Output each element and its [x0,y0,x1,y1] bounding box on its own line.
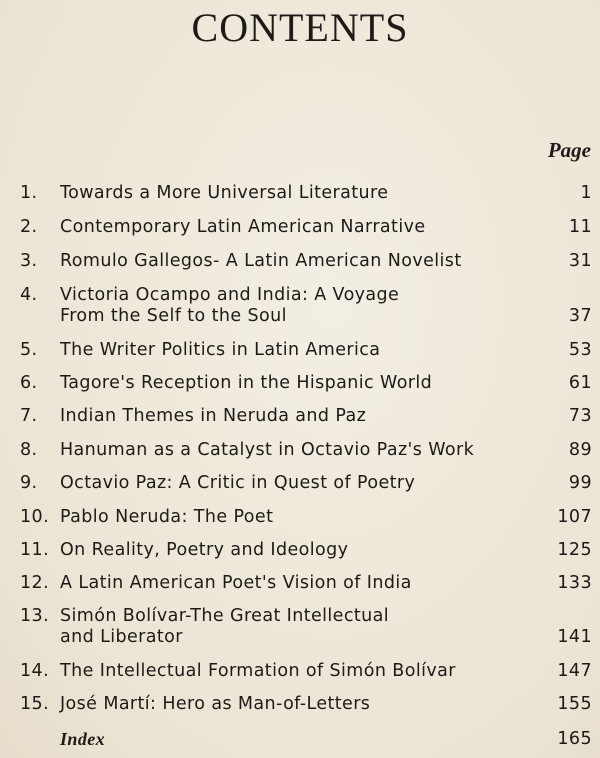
entry-page: 99 [568,473,592,493]
index-title: Index [60,729,106,749]
entry-page: 155 [557,694,592,714]
entry-number: 9. [20,473,38,493]
entry-page: 53 [568,340,592,360]
contents-heading: CONTENTS [191,5,409,50]
entry-number: 13. [20,606,50,626]
entry-page: 31 [568,251,592,271]
entry-number: 5. [20,340,38,360]
entry-title: Simón Bolívar-The Great Intellectual [60,606,390,626]
entry-title-continued: and Liberator [60,627,183,647]
entry-page: 1 [580,183,592,203]
entry-title: Towards a More Universal Literature [60,183,389,203]
entry-page: 107 [557,507,592,527]
entry-page: 37 [568,306,592,326]
entry-title: The Writer Politics in Latin America [60,340,381,360]
entry-number: 3. [20,251,38,271]
entry-title: Tagore's Reception in the Hispanic World [60,373,433,393]
entry-title: Contemporary Latin American Narrative [60,217,426,237]
entry-title: Indian Themes in Neruda and Paz [60,406,367,426]
entry-title: Pablo Neruda: The Poet [60,507,274,527]
page-column-header: Page [547,138,591,162]
entry-number: 15. [20,694,50,714]
entry-page: 125 [557,540,592,560]
entry-page: 133 [557,573,592,593]
entry-page: 89 [568,440,592,460]
entry-page: 11 [568,217,592,237]
entry-number: 2. [20,217,38,237]
entry-number: 4. [20,285,38,305]
entry-title: On Reality, Poetry and Ideology [60,540,349,560]
entry-number: 1. [20,183,38,203]
entry-page: 147 [557,661,592,681]
entry-title: Romulo Gallegos- A Latin American Novelist [60,251,462,271]
entry-page: 141 [557,627,592,647]
index-page: 165 [557,729,592,749]
entry-title: The Intellectual Formation of Simón Bolívar [60,661,456,681]
entry-number: 6. [20,373,38,393]
entry-number: 11. [20,540,50,560]
entry-title: Hanuman as a Catalyst in Octavio Paz's Work [60,440,475,460]
entry-title-continued: From the Self to the Soul [60,306,287,326]
entry-number: 7. [20,406,38,426]
entry-number: 12. [20,573,50,593]
entry-title: José Martí: Hero as Man-of-Letters [60,694,371,714]
entry-title: Victoria Ocampo and India: A Voyage [60,285,400,305]
entry-title: A Latin American Poet's Vision of India [60,573,412,593]
entry-number: 14. [20,661,50,681]
entry-number: 10. [20,507,50,527]
entry-number: 8. [20,440,38,460]
entry-page: 73 [568,406,592,426]
entry-page: 61 [568,373,592,393]
entry-title: Octavio Paz: A Critic in Quest of Poetry [60,473,416,493]
